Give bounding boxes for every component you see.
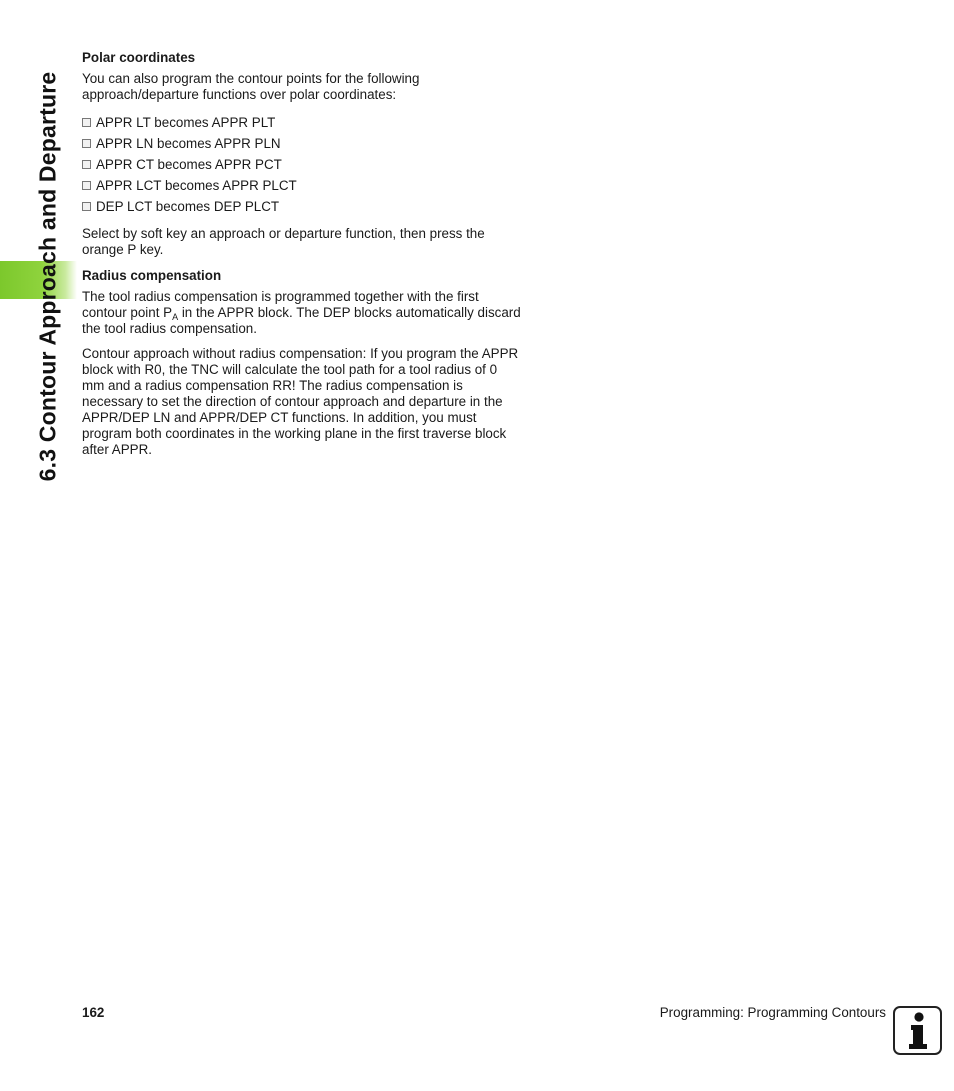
list-item-text: APPR CT becomes APPR PCT — [96, 157, 282, 172]
radius-para-1 — [82, 289, 522, 337]
bullet-square-icon — [82, 118, 91, 127]
info-glyph-icon — [901, 1011, 935, 1051]
list-item — [82, 196, 522, 217]
polar-note: Select by soft key an approach or departure function, then press the orange P key. — [82, 226, 485, 257]
list-item-text: APPR LCT becomes APPR PLCT — [96, 178, 297, 193]
list-item — [82, 133, 522, 154]
radius-para-2: Contour approach without radius compensation: If you program the APPR block with R0, the TNC will calculate the tool path for a tool radius of 0 mm and a radius compensation RR! The radius compensation is necessary to set the direction of contour approach and departure in the APPR/DEP LN and APPR/DEP CT functions. In addition, you must program both coordinates in the working plane in the first traverse block after APPR. — [82, 346, 519, 457]
list-item-text: APPR LN becomes APPR PLN — [96, 136, 281, 151]
polar-bullet-list — [82, 112, 522, 217]
page-number: 162 — [82, 1005, 105, 1020]
bullet-square-icon — [82, 139, 91, 148]
list-item-text: DEP LCT becomes DEP PLCT — [96, 199, 280, 214]
list-item-text: APPR LT becomes APPR PLT — [96, 115, 276, 130]
polar-intro: You can also program the contour points for the following approach/departure functions over polar coordinates: — [82, 71, 420, 102]
info-icon — [893, 1006, 942, 1055]
section-heading-polar: Polar coordinates — [82, 50, 196, 65]
footer-chapter-title: Programming: Programming Contours — [659, 1005, 886, 1020]
list-item — [82, 175, 522, 196]
bullet-square-icon — [82, 202, 91, 211]
radius-para-1-end: in the APPR block. The DEP blocks automatically discard the tool radius compensation. — [82, 305, 521, 336]
section-heading-radius: Radius compensation — [82, 268, 222, 283]
main-content — [82, 49, 522, 467]
radius-para-1-start: The tool radius compensation is programmed together with the first contour point P — [82, 289, 479, 320]
side-title-text: 6.3 Contour Approach and Departure — [34, 71, 61, 481]
bullet-square-icon — [82, 160, 91, 169]
list-item — [82, 112, 522, 133]
side-title — [28, 50, 68, 502]
subscript-a: A — [172, 312, 179, 322]
list-item — [82, 154, 522, 175]
bullet-square-icon — [82, 181, 91, 190]
